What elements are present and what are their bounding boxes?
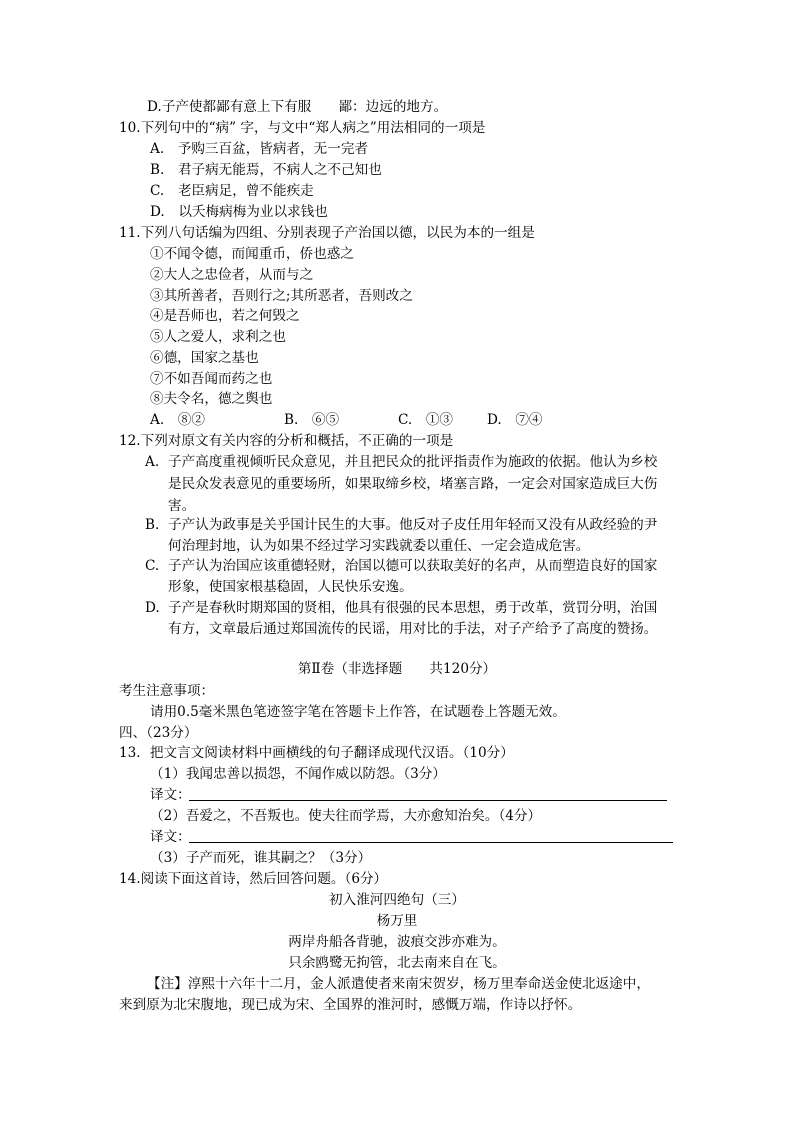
q12-option-a-line: 害。	[168, 498, 196, 514]
answer-line	[189, 800, 667, 801]
q10-stem: 10.下列句中的“病” 字，与文中“郑人病之”用法相同的一项是	[119, 120, 486, 136]
q11-item: ⑥德，国家之基也	[150, 350, 259, 366]
q12-option-b-label: B.	[145, 517, 160, 533]
q11-choice-c: C. ①③	[398, 412, 454, 428]
q12-option-c-label: C.	[145, 558, 160, 574]
notice-text: 请用0.5毫米黑色笔迹签字笔在答题卡上作答，在试题卷上答题无效。	[150, 704, 566, 720]
answer-line	[189, 842, 673, 843]
q11-item: ②大人之忠俭者，从而与之	[150, 267, 314, 283]
answer-label: 译文：	[150, 829, 191, 845]
poem-line: 只余鸥鹭无拘管，北去南来自在飞。	[288, 955, 506, 971]
q11-item: ⑧夫令名，德之舆也	[150, 391, 273, 407]
poem-line: 两岸舟船各背驰，波痕交涉亦难为。	[288, 934, 506, 950]
q12-option-a-line: 子产高度重视倾听民众意见，并且把民众的批评指责作为施政的依据。他认为乡校	[168, 454, 658, 470]
q9-option-d: D.子产使都鄙有意上下有服 鄙：边远的地方。	[147, 99, 448, 115]
part2-header: 第Ⅱ卷（非选择题 共120分）	[297, 661, 497, 677]
q11-item: ⑦不如吾闻而药之也	[150, 371, 273, 387]
q11-choice-d: D. ⑦④	[487, 412, 543, 428]
q12-option-c-line: 子产认为治国应该重德轻财，治国以德可以获取美好的名声，从而塑造良好的国家	[168, 558, 658, 574]
q13-sub-3: （3）子产而死，谁其嗣之？（3分）	[150, 850, 372, 866]
q10-option-c: C. 老臣病足，曾不能疾走	[150, 183, 314, 199]
q14-stem: 14.阅读下面这首诗，然后回答问题。（6分）	[119, 871, 388, 887]
notice-title: 考生注意事项：	[119, 683, 215, 699]
q11-item: ①不闻令德，而闻重币，侨也惑之	[150, 246, 354, 262]
q13-stem: 13．把文言文阅读材料中画横线的句子翻译成现代汉语。（10分）	[119, 745, 514, 761]
q10-option-a: A. 予购三百盆，皆病者，无一完者	[150, 141, 369, 157]
q12-stem: 12.下列对原文有关内容的分析和概括，不正确的一项是	[119, 433, 454, 449]
section-four-heading: 四、（23分）	[119, 725, 198, 741]
q11-choice-a: A. ⑧②	[150, 412, 205, 428]
answer-label: 译文：	[150, 787, 191, 803]
q11-item: ⑤人之爱人，求利之也	[150, 329, 286, 345]
q10-option-d: D. 以夭梅病梅为业以求钱也	[150, 204, 328, 220]
q12-option-d-line: 子产是春秋时期郑国的贤相，他具有很强的民本思想，勇于改革，赏罚分明，治国	[168, 600, 658, 616]
q13-sub-2: （2）吾爱之，不吾叛也。使夫往而学焉，大亦愈知治矣。（4分）	[150, 808, 542, 824]
q11-item: ③其所善者，吾则行之;其所恶者，吾则改之	[150, 288, 413, 304]
q11-stem: 11.下列八句话编为四组、分别表现子产治国以德，以民为本的一组是	[119, 225, 535, 241]
q12-option-d-line: 有方，文章最后通过郑国流传的民谣，用对比的手法，对子产给予了高度的赞扬。	[168, 621, 658, 637]
poem-note: 来到原为北宋腹地，现已成为宋、全国界的淮河时，感慨万端，作诗以抒怀。	[119, 997, 582, 1013]
q12-option-a-label: A.	[145, 454, 160, 470]
poem-author: 杨万里	[376, 913, 418, 929]
poem-note: 【注】淳熙十六年十二月，金人派遣使者来南宋贺岁，杨万里奉命送金使北返途中，	[147, 976, 650, 992]
q12-option-b-line: 何治理封地，认为如果不经过学习实践就委以重任、一定会造成危害。	[168, 538, 590, 554]
q12-option-c-line: 形象，使国家根基稳固，人民快乐安逸。	[168, 579, 413, 595]
q10-option-b: B. 君子病无能焉，不病人之不己知也	[150, 162, 382, 178]
q12-option-d-label: D.	[145, 600, 160, 616]
poem-title: 初入淮河四绝句（三）	[329, 892, 465, 908]
q11-item: ④是吾师也，若之何毁之	[150, 308, 300, 324]
q13-sub-1: （1）我闻忠善以损怨，不闻作威以防怨。（3分）	[150, 766, 446, 782]
q12-option-a-line: 是民众发表意见的重要场所，如果取缔乡校，堵塞言路，一定会对国家造成巨大伤	[168, 476, 658, 492]
q11-choice-b: B. ⑥⑤	[284, 412, 340, 428]
q12-option-b-line: 子产认为政事是关乎国计民生的大事。他反对子皮任用年轻而又没有从政经验的尹	[168, 517, 658, 533]
